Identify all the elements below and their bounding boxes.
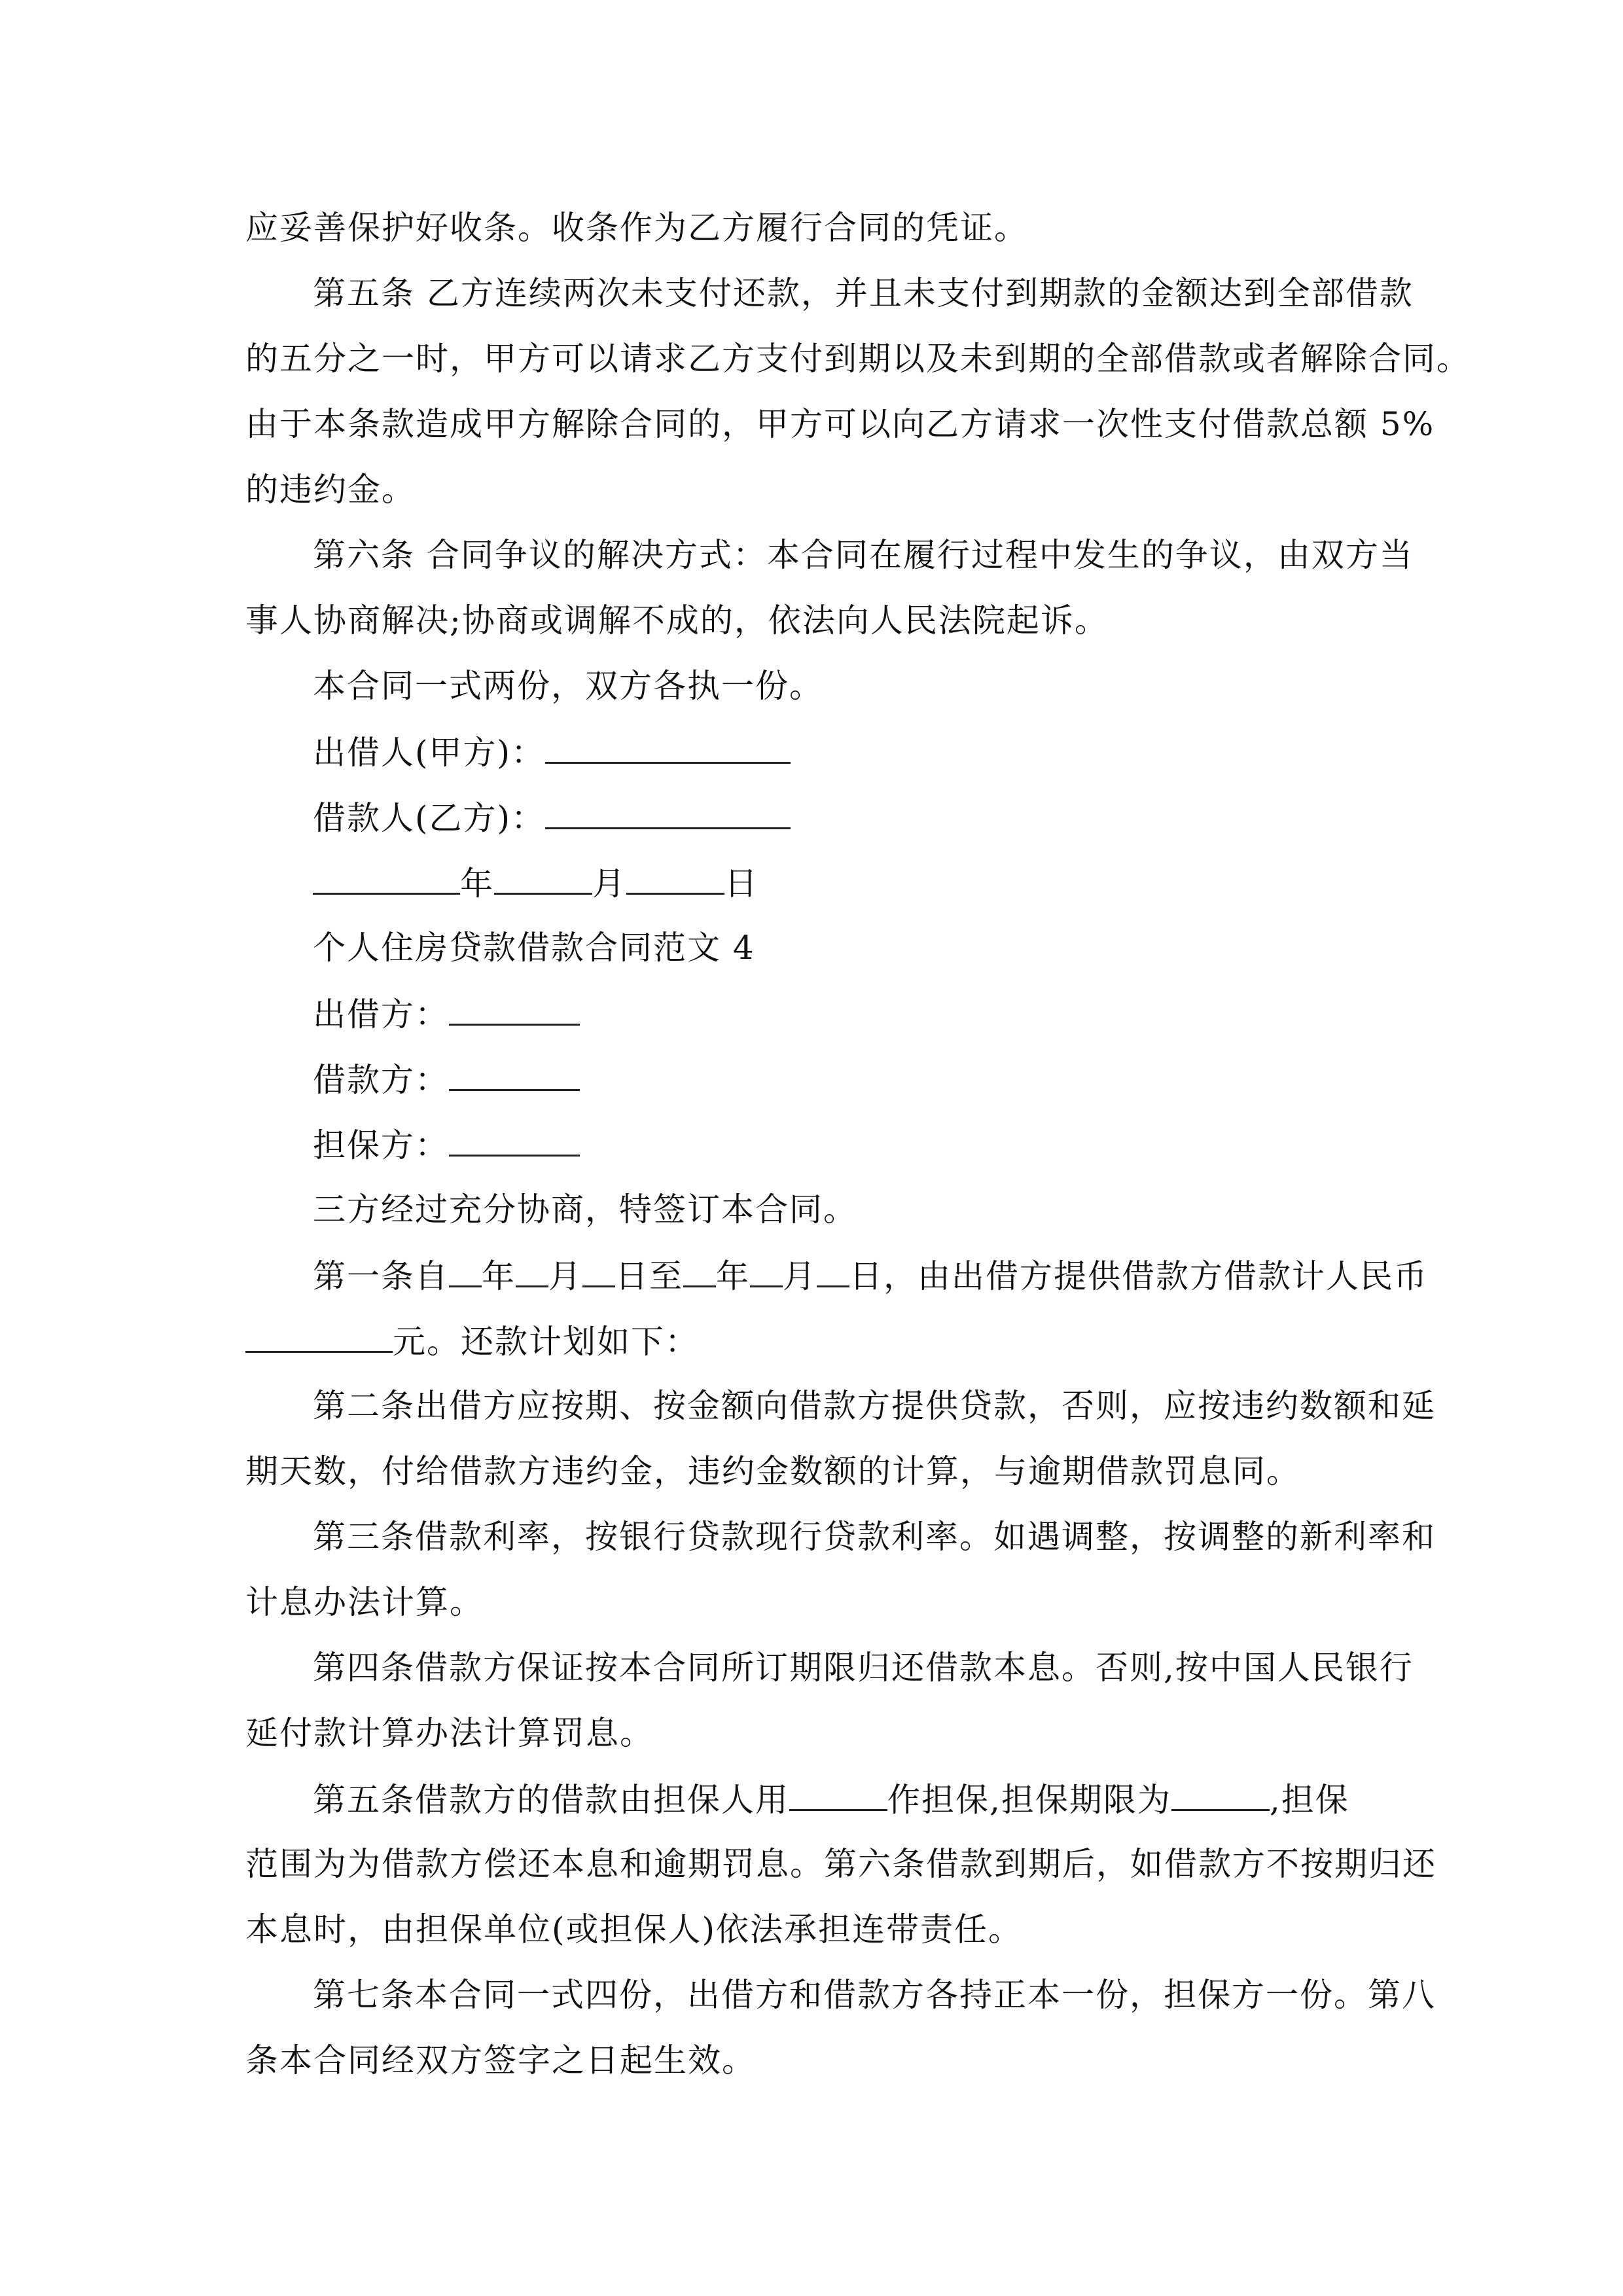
start-day-blank bbox=[582, 1255, 615, 1287]
day-label: 日 bbox=[724, 865, 758, 903]
month-blank bbox=[494, 863, 592, 895]
article-1-text-b: 年 bbox=[482, 1257, 516, 1295]
amount-blank bbox=[245, 1321, 393, 1353]
amount-suffix: 元。还款计划如下： bbox=[393, 1323, 699, 1361]
lender-party-label: 出借方： bbox=[313, 996, 449, 1033]
article-5b-text-b: 作担保,担保期限为 bbox=[887, 1781, 1171, 1819]
article-1-text-d: 日至 bbox=[615, 1257, 683, 1295]
day-blank bbox=[626, 863, 724, 895]
article-6-line-1: 第六条 合同争议的解决方式：本合同在履行过程中发生的争议，由双方当 bbox=[313, 536, 1414, 574]
article-5-line-3: 由于本条款造成甲方解除合同的，甲方可以向乙方请求一次性支付借款总额 5% bbox=[245, 405, 1435, 443]
article-5-line-4: 的违约金。 bbox=[245, 471, 416, 509]
guarantor-party-line bbox=[313, 1124, 580, 1165]
borrower-party-blank bbox=[449, 1059, 580, 1091]
article-5b-line-3: 本息时，由担保单位(或担保人)依法承担连带责任。 bbox=[245, 1910, 1023, 1948]
lender-signature-line bbox=[313, 732, 791, 772]
guarantor-party-blank bbox=[449, 1124, 580, 1157]
article-1-line-1 bbox=[313, 1255, 1428, 1296]
start-year-blank bbox=[449, 1255, 482, 1287]
article-2-line-2: 期天数，付给借款方违约金，违约金数额的计算，与逾期借款罚息同。 bbox=[245, 1452, 1300, 1490]
article-5b-text-a: 第五条借款方的借款由担保人用 bbox=[313, 1781, 789, 1819]
article-5b-text-c: ,担保 bbox=[1269, 1781, 1349, 1819]
start-month-blank bbox=[516, 1255, 548, 1287]
guarantor-party-label: 担保方： bbox=[313, 1126, 449, 1164]
month-label: 月 bbox=[592, 865, 626, 903]
article-7-line-1: 第七条本合同一式四份，出借方和借款方各持正本一份，担保方一份。第八 bbox=[313, 1976, 1436, 2014]
date-line bbox=[313, 863, 758, 903]
collateral-blank bbox=[789, 1779, 887, 1811]
article-2-line-1: 第二条出借方应按期、按金额向借款方提供贷款，否则，应按违约数额和延 bbox=[313, 1387, 1436, 1425]
article-5b-line-1 bbox=[313, 1779, 1349, 1820]
article-3-line-2: 计息办法计算。 bbox=[245, 1583, 484, 1621]
year-blank bbox=[313, 863, 460, 895]
lender-blank bbox=[545, 732, 791, 764]
borrower-label: 借款人(乙方)： bbox=[313, 799, 546, 837]
agreement-statement: 三方经过充分协商，特签订本合同。 bbox=[313, 1191, 857, 1229]
article-3-line-1: 第三条借款利率，按银行贷款现行贷款利率。如遇调整，按调整的新利率和 bbox=[313, 1518, 1436, 1556]
end-day-blank bbox=[817, 1255, 849, 1287]
article-7-line-2: 条本合同经双方签字之日起生效。 bbox=[245, 2041, 756, 2079]
article-5-line-1: 第五条 乙方连续两次未支付还款，并且未支付到期款的金额达到全部借款 bbox=[313, 274, 1414, 312]
article-5-line-2: 的五分之一时，甲方可以请求乙方支付到期以及未到期的全部借款或者解除合同。 bbox=[245, 340, 1471, 378]
year-label: 年 bbox=[460, 865, 494, 903]
end-year-blank bbox=[683, 1255, 716, 1287]
article-1-text-e: 年 bbox=[716, 1257, 750, 1295]
article-1-text-c: 月 bbox=[548, 1257, 582, 1295]
guarantee-period-blank bbox=[1171, 1779, 1270, 1811]
article-4-line-1: 第四条借款方保证按本合同所订期限归还借款本息。否则,按中国人民银行 bbox=[313, 1649, 1414, 1687]
end-month-blank bbox=[750, 1255, 783, 1287]
borrower-party-label: 借款方： bbox=[313, 1061, 449, 1099]
borrower-party-line bbox=[313, 1059, 580, 1100]
paragraph-line: 应妥善保护好收条。收条作为乙方履行合同的凭证。 bbox=[245, 209, 1028, 247]
lender-party-blank bbox=[449, 994, 580, 1026]
copies-statement: 本合同一式两份，双方各执一份。 bbox=[313, 667, 823, 705]
section-title: 个人住房贷款借款合同范文 4 bbox=[313, 929, 755, 967]
article-1-text-f: 月 bbox=[783, 1257, 817, 1295]
article-4-line-2: 延付款计算办法计算罚息。 bbox=[245, 1714, 654, 1752]
article-1-text-g: 日，由出借方提供借款方借款计人民币 bbox=[849, 1257, 1428, 1295]
borrower-signature-line bbox=[313, 797, 791, 838]
article-5b-line-2: 范围为为借款方偿还本息和逾期罚息。第六条借款到期后，如借款方不按期归还 bbox=[245, 1845, 1436, 1883]
article-6-line-2: 事人协商解决;协商或调解不成的，依法向人民法院起诉。 bbox=[245, 601, 1109, 639]
lender-party-line bbox=[313, 994, 580, 1034]
borrower-blank bbox=[545, 797, 791, 829]
article-1-text-a: 第一条自 bbox=[313, 1257, 449, 1295]
article-1-line-2 bbox=[245, 1321, 699, 1361]
lender-label: 出借人(甲方)： bbox=[313, 734, 546, 772]
